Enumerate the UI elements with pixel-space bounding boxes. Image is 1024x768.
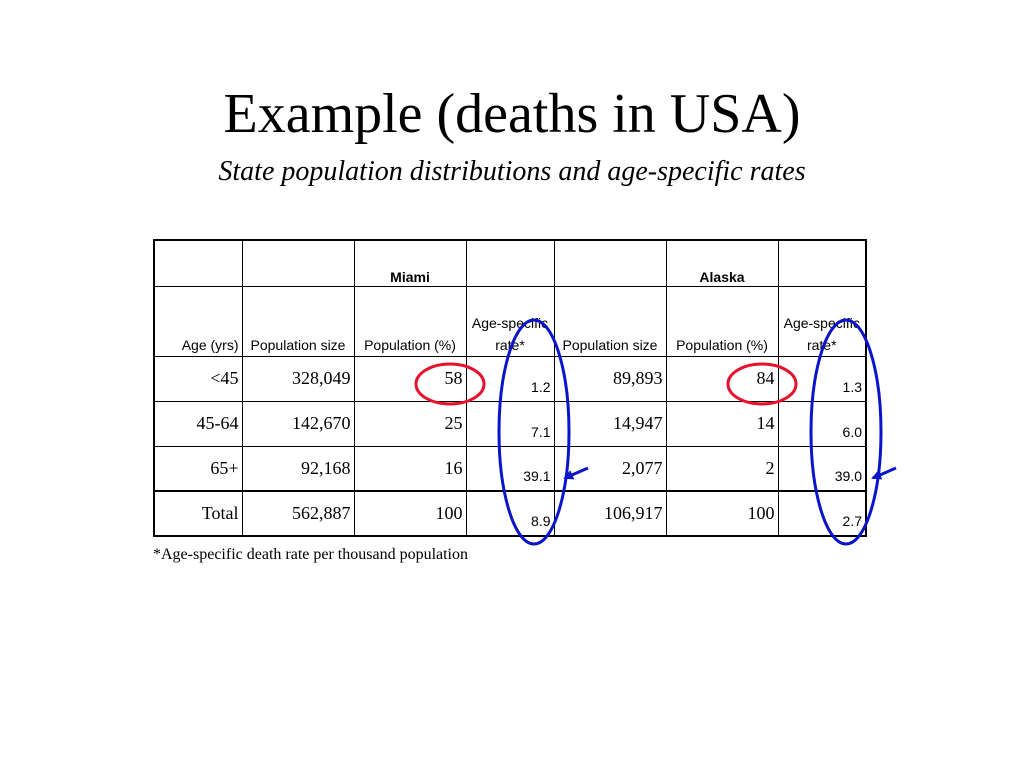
miami-rate-cell: 39.1 <box>466 446 554 491</box>
age-cell: Total <box>154 491 242 536</box>
alaska-rate-cell: 6.0 <box>778 401 866 446</box>
miami-percent-cell: 100 <box>354 491 466 536</box>
miami-rate-cell: 7.1 <box>466 401 554 446</box>
slide-title: Example (deaths in USA) <box>223 83 801 145</box>
table-row <box>154 401 866 446</box>
blank-header-cell <box>778 240 866 286</box>
miami-size-cell: 328,049 <box>242 356 354 401</box>
alaska-size-cell: 89,893 <box>554 356 666 401</box>
age-column-header: Age (yrs) <box>154 286 242 356</box>
group-header-row <box>154 240 866 286</box>
table-row <box>154 446 866 491</box>
column-header-row <box>154 286 866 356</box>
alaska-rate-header: Age-specific rate* <box>778 286 866 356</box>
alaska-rate-cell: 39.0 <box>778 446 866 491</box>
miami-size-cell: 562,887 <box>242 491 354 536</box>
footnote: *Age-specific death rate per thousand population <box>153 546 468 563</box>
blank-header-cell <box>554 240 666 286</box>
miami-rate-cell: 1.2 <box>466 356 554 401</box>
alaska-percent-cell: 14 <box>666 401 778 446</box>
age-cell: <45 <box>154 356 242 401</box>
alaska-percent-cell: 84 <box>666 356 778 401</box>
population-table <box>153 239 867 537</box>
alaska-rate-arrow <box>873 468 896 478</box>
miami-rate-cell: 8.9 <box>466 491 554 536</box>
miami-percent-cell: 16 <box>354 446 466 491</box>
miami-percent-cell: 25 <box>354 401 466 446</box>
miami-population-percent-header: Population (%) <box>354 286 466 356</box>
slide-subtitle: State population distributions and age-specific rates <box>218 156 806 187</box>
miami-rate-header: Age-specific rate* <box>466 286 554 356</box>
alaska-population-percent-header: Population (%) <box>666 286 778 356</box>
blank-header-cell <box>154 240 242 286</box>
alaska-rate-cell: 1.3 <box>778 356 866 401</box>
alaska-size-cell: 14,947 <box>554 401 666 446</box>
blank-header-cell <box>242 240 354 286</box>
alaska-percent-cell: 2 <box>666 446 778 491</box>
table-total-row <box>154 491 866 536</box>
miami-size-cell: 142,670 <box>242 401 354 446</box>
miami-size-cell: 92,168 <box>242 446 354 491</box>
age-cell: 65+ <box>154 446 242 491</box>
alaska-size-cell: 2,077 <box>554 446 666 491</box>
alaska-population-size-header: Population size <box>554 286 666 356</box>
miami-percent-cell: 58 <box>354 356 466 401</box>
blank-header-cell <box>466 240 554 286</box>
miami-group-header: Miami <box>354 240 466 286</box>
alaska-percent-cell: 100 <box>666 491 778 536</box>
alaska-size-cell: 106,917 <box>554 491 666 536</box>
alaska-group-header: Alaska <box>666 240 778 286</box>
miami-population-size-header: Population size <box>242 286 354 356</box>
table-row <box>154 356 866 401</box>
alaska-rate-cell: 2.7 <box>778 491 866 536</box>
age-cell: 45-64 <box>154 401 242 446</box>
